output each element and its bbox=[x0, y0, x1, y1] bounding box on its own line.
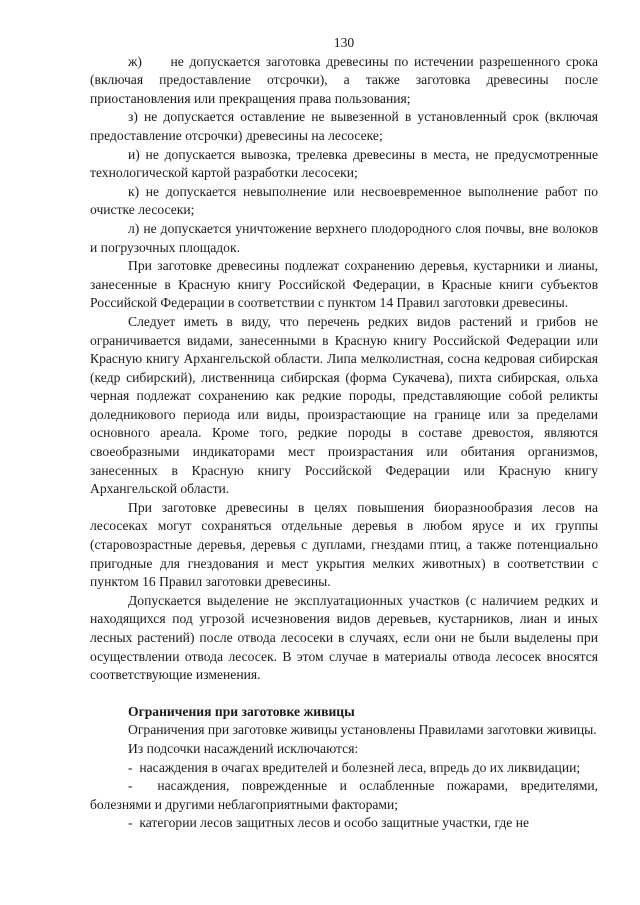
bullet-item-protective: - категории лесов защитных лесов и особо защитные участки, где не bbox=[128, 815, 530, 831]
list-item-i: и) не допускается вывозка, трелевка древесины в места, не предусмотренные технологической картой разработки лесосеки; bbox=[90, 146, 598, 181]
page-number: 130 bbox=[333, 35, 355, 50]
paragraph-biodiversity: При заготовке древесины в целях повышения биоразнообразия лесов на лесосеках могут сохраняться отдельные деревья в любом ярусе и их группы (старовозрастные деревья, деревья с дуплами, гнездами птиц, а также потенциально пригодные для гнездования и мест укрытия мелких животных) в соответствии с пунктом 16 Правил заготовки древесины. bbox=[90, 499, 598, 590]
bullet-item-pests: - насаждения в очагах вредителей и болезней леса, впредь до их ликвидации; bbox=[128, 759, 581, 775]
list-item-l: л) не допускается уничтожение верхнего плодородного слоя почвы, вне волоков и погрузочных площадок. bbox=[90, 220, 598, 255]
list-item-zh: ж) не допускается заготовка древесины по истечении разрешенного срока (включая предоставление отсрочки), а также заготовка древесины после приостановления или прекращения права пользования; bbox=[90, 53, 598, 106]
section-spacer bbox=[90, 685, 598, 703]
section-heading: Ограничения при заготовке живицы bbox=[128, 703, 355, 719]
document-page bbox=[90, 34, 598, 833]
section-paragraph-excluded: Из подсочки насаждений исключаются: bbox=[128, 740, 359, 756]
paragraph-rare-species: Следует иметь в виду, что перечень редких видов растений и грибов не ограничивается видами, занесенными в Красную книгу Российской Федерации или Красную книгу Архангельской области. Липа мелколистная, сосна кедровая сибирская (кедр сибирский), лиственница сибирская (форма Сукачева), пихта сибирская, ольха черная подлежат сохранению как редкие породы, представляющие собой реликты доледникового периода или виды, произрастающие на границе или за пределами основного ареала. Кроме того, редкие породы в составе древостоя, являются своеобразными индикаторами мест произрастания или обитания организмов, занесенных в Красную книгу Российской Федерации или Красную книгу Архангельской области. bbox=[90, 313, 598, 497]
bullet-item-damaged: - насаждения, поврежденные и ослабленные пожарами, вредителями, болезнями и другими неблагоприятными факторами; bbox=[90, 778, 598, 812]
paragraph-red-book: При заготовке древесины подлежат сохранению деревья, кустарники и лианы, занесенные в Красную книгу Российской Федерации, в Красные книги субъектов Российской Федерации в соответствии с пунктом 14 Правил заготовки древесины. bbox=[90, 258, 598, 311]
paragraph-non-exploitation-areas: Допускается выделение не эксплуатационных участков (с наличием редких и находящихся под угрозой исчезновения видов деревьев, кустарников, лиан и иных лесных растений) после отвода лесосеки в случаях, если они не были выделены при осуществлении отвода лесосек. В этом случае в материалы отвода лесосек вносятся соответствующие изменения. bbox=[90, 592, 598, 683]
list-item-z: з) не допускается оставление не вывезенной в установленный срок (включая предоставление отсрочки) древесины на лесосеке; bbox=[90, 109, 598, 143]
list-item-k: к) не допускается невыполнение или несвоевременное выполнение работ по очистке лесосеки; bbox=[90, 183, 598, 218]
section-paragraph-rules: Ограничения при заготовке живицы установлены Правилами заготовки живицы. bbox=[128, 722, 597, 738]
